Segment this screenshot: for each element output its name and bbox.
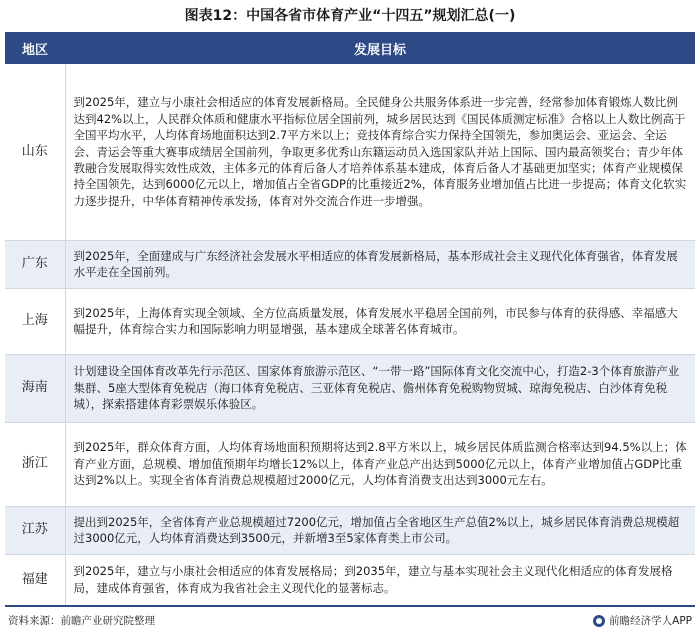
header-goal: 发展目标 [65,32,695,64]
goal-cell: 到2025年，全面建成与广东经济社会发展水平相适应的体育发展新格局，基本形成社会主义现代化体育强省，体育发展水平走在全国前列。 [65,240,695,288]
source-note: 资料来源：前瞻产业研究院整理 [8,615,155,627]
goal-cell: 计划建设全国体育改革先行示范区、国家体育旅游示范区、“一带一路”国际体育文化交流中心，打造2-3个体育旅游产业集群、5座大型体育免税店（海口体育免税店、三亚体育免税店、儋州体育免税购物贸城、琼海免税店、白沙体育免税城），探索搭建体育彩票娱乐体验区。 [65,354,695,422]
goal-cell: 到2025年，上海体育实现全领域、全方位高质量发展，体育发展水平稳居全国前列，市民参与体育的获得感、幸福感大幅提升，体育综合实力和国际影响力明显增强，基本建成全球著名体育城市。 [65,288,695,354]
goal-cell: 到2025年，建立与小康社会相适应的体育发展新格局。全民健身公共服务体系进一步完善，经常参加体育锻炼人数比例达到42%以上，人民群众体质和健康水平指标位居全国前列，城乡居民达到《国民体质测定标准》合格以上人数比例高于全国平均水平，人均体育场地面积达到2.7平方米以上；竞技体育综合实力保持全国领先，参加奥运会、亚运会、全运会、青运会等重大赛事成绩居全国前列，争取更多优秀山东籍运动员入选国家队并站上国际、国内最高领奖台；青少年体教融合发展取得实效性成效，主体多元的体育后备人才培养体系基本建成，体育后备人才基础更加坚实；体育产业规模保持全国领先，达到6000亿元以上，增加值占全省GDP的比重接近2%，体育服务业增加值占比进一步提高；体育文化软实力逐步提升，中华体育精神传承发扬，体育对外交流合作进一步增强。 [65,64,695,240]
chart-title: 图表12：中国各省市体育产业“十四五”规划汇总(一) [184,8,516,24]
region-cell: 广东 [5,240,65,288]
table-header-row [5,32,695,64]
region-cell: 福建 [5,554,65,606]
table-row [5,288,695,354]
footer [0,607,700,634]
table-row [5,506,695,554]
goal-cell: 到2025年，建立与小康社会相适应的体育发展格局；到2035年，建立与基本实现社会主义现代化相适应的体育发展格局，建成体育强省，体育成为我省社会主义现代化的显著标志。 [65,554,695,606]
brand-label: 前瞻经济学人APP [609,615,692,627]
region-cell: 江苏 [5,506,65,554]
brand [593,613,692,628]
goal-cell: 到2025年，群众体育方面，人均体育场地面积预期将达到2.8平方米以上，城乡居民体质监测合格率达到94.5%以上；体育产业方面，总规模、增加值预期年均增长12%以上，体育产业总产出达到5000亿元以上，体育产业增加值占GDP比重达到2%以上。实现全省体育消费总规模超过2000亿元，人均体育消费支出达到3000元左右。 [65,422,695,506]
table-row [5,422,695,506]
qianzhan-logo-icon [593,615,605,627]
header-region: 地区 [5,32,65,64]
table-row [5,64,695,240]
table-row [5,240,695,288]
plan-table [5,32,695,607]
table-row [5,554,695,606]
region-cell: 浙江 [5,422,65,506]
table-row [5,354,695,422]
region-cell: 上海 [5,288,65,354]
region-cell: 山东 [5,64,65,240]
region-cell: 海南 [5,354,65,422]
goal-cell: 提出到2025年，全省体育产业总规模超过7200亿元，增加值占全省地区生产总值2%以上，城乡居民体育消费总规模超过3000亿元，人均体育消费达到3500元，并新增3至5家体育类上市公司。 [65,506,695,554]
